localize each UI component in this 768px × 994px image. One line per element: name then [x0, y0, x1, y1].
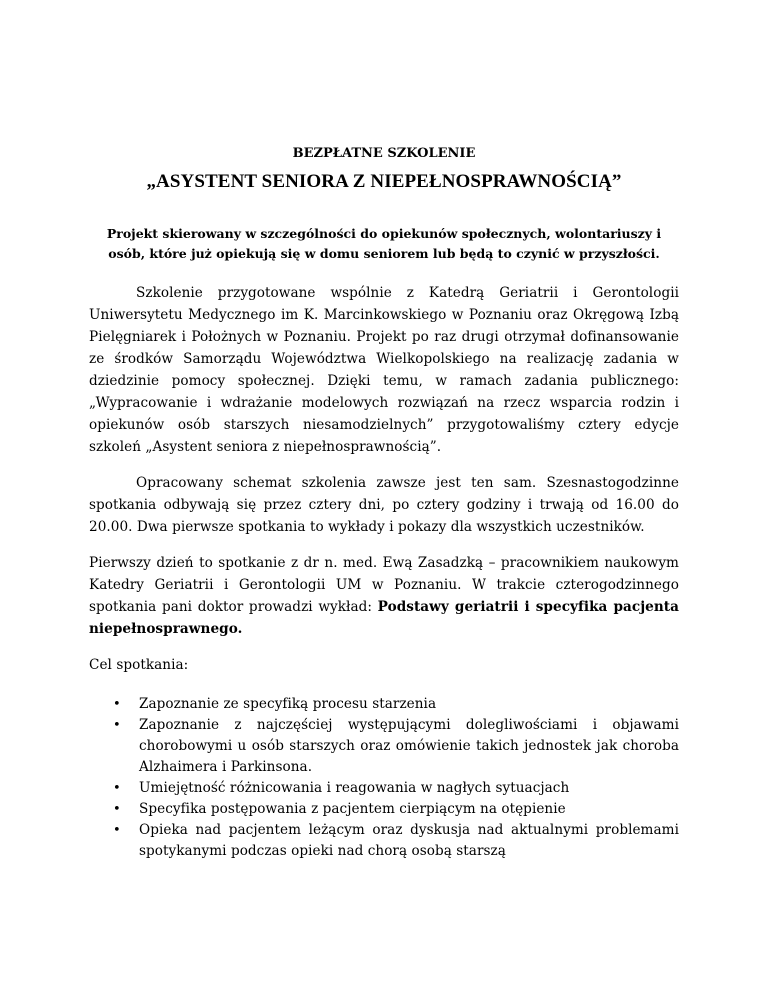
schedule-paragraph: Opracowany schemat szkolenia zawsze jest ten sam. Szesnastogodzinne spotkania odbywają się przez cztery dni, po cztery godziny i trwają od 16.00 do 20.00. Dwa pierwsze spotkania to wykłady i pokazy dla wszystkich uczestników.: [89, 475, 679, 535]
bullet-icon: •: [113, 802, 121, 817]
list-item-text: Specyfika postępowania z pacjentem cierpiącym na otępienie: [139, 801, 566, 817]
list-item-text: Zapoznanie ze specyfiką procesu starzenia: [139, 696, 437, 712]
list-item: [89, 694, 679, 715]
bullet-icon: •: [113, 823, 121, 838]
document-title: „ASYSTENT SENIORA Z NIEPEŁNOSPRAWNOŚCIĄ”: [146, 171, 622, 192]
list-item: [89, 778, 679, 799]
goal-heading: Cel spotkania:: [89, 657, 189, 673]
day-one-text: Pierwszy dzień to spotkanie z dr n. med. Ewą Zasadzką – pracownikiem naukowym Katedry Geriatrii i Gerontologii UM w Poznaniu. W trakcie czterogodzinnego spotkania pani doktor prowadzi wykład:: [89, 555, 679, 615]
list-item-text: Opieka nad pacjentem leżącym oraz dyskusja nad aktualnymi problemami spotykanymi podczas opieki nad chorą osobą starszą: [139, 822, 679, 859]
list-item: [89, 715, 679, 778]
list-item-text: Umiejętność różnicowania i reagowania w nagłych sytuacjach: [139, 780, 570, 796]
list-item-text: Zapoznanie z najczęściej występującymi dolegliwościami i objawami chorobowymi u osób starszych oraz omówienie takich jednostek jak choroba Alzhaimera i Parkinsona.: [139, 717, 679, 775]
lecture-topic: Podstawy geriatrii i specyfika pacjenta niepełnosprawnego.: [89, 599, 679, 637]
intro-paragraph: Szkolenie przygotowane wspólnie z Katedrą Geriatrii i Gerontologii Uniwersytetu Medycznego im K. Marcinkowskiego w Poznaniu oraz Okręgową Izbą Pielęgniarek i Położnych w Poznaniu. Projekt po raz drugi otrzymał dofinansowanie ze środków Samorządu Województwa Wielkopolskiego na realizację zadania w dziedzinie pomocy społecznej. Dzięki temu, w ramach zadania publicznego: „Wypracowanie i wdrażanie modelowych rozwiązań na rzecz wsparcia rodzin i opiekunów osób starszych niesamodzielnych” przygotowaliśmy cztery edycje szkoleń „Asystent seniora z niepełnosprawnością”.: [89, 285, 679, 455]
list-item: [89, 799, 679, 820]
goals-list: [89, 694, 679, 862]
list-item: [89, 820, 679, 862]
bullet-icon: •: [113, 718, 121, 733]
day-one-paragraph: [89, 552, 679, 640]
bullet-icon: •: [113, 697, 121, 712]
document-kicker: BEZPŁATNE SZKOLENIE: [292, 146, 476, 161]
bullet-icon: •: [113, 781, 121, 796]
target-audience-lead: Projekt skierowany w szczególności do opiekunów społecznych, wolontariuszy i osób, które już opiekują się w domu seniorem lub będą to czynić w przyszłości.: [106, 226, 662, 261]
document-page: [89, 146, 679, 862]
